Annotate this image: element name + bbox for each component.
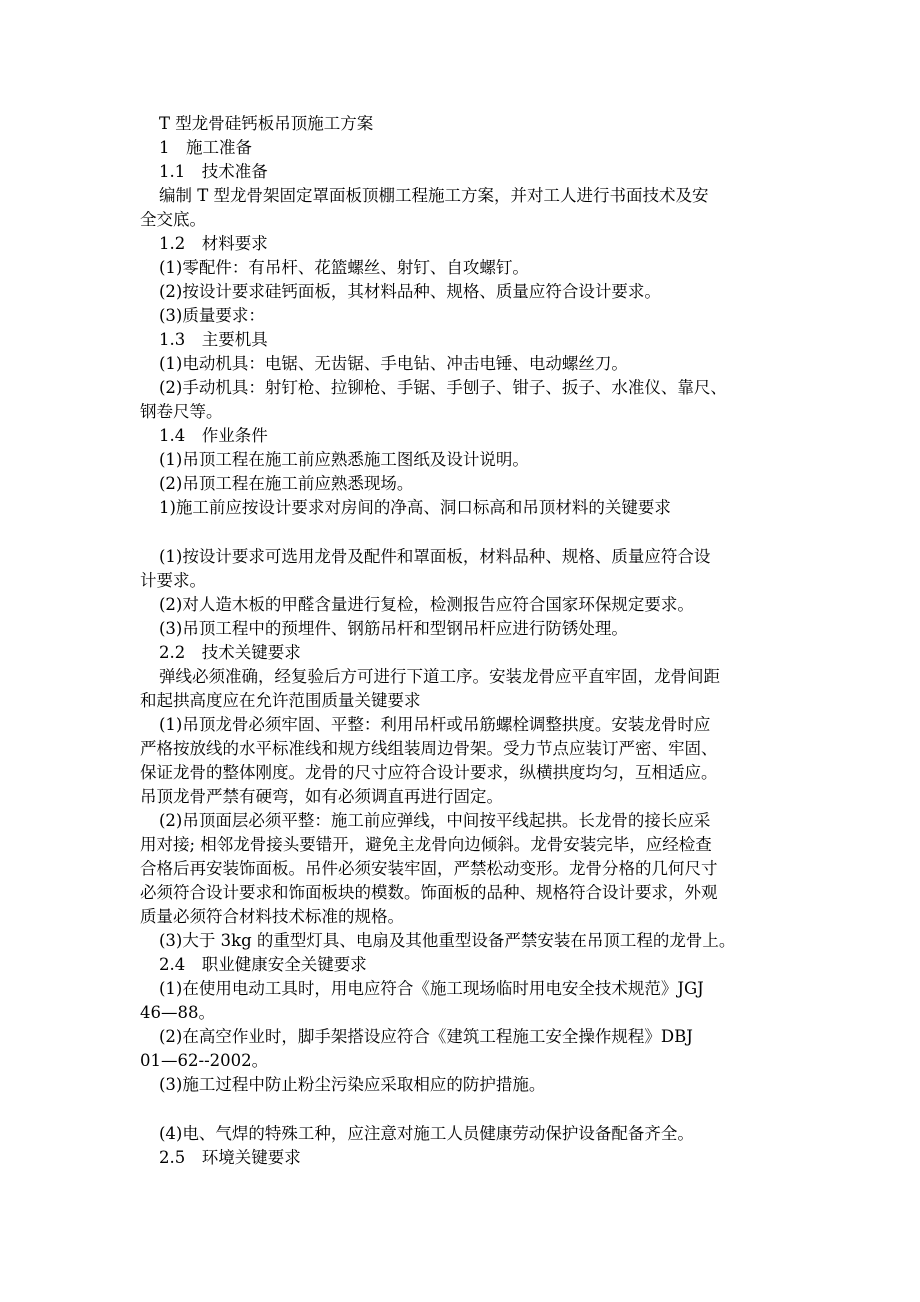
- list-item-continuation: 46—88。: [140, 1003, 215, 1022]
- list-item: (3)大于 3kg 的重型灯具、电扇及其他重型设备严禁安装在吊顶工程的龙骨上。: [159, 931, 736, 950]
- list-item-continuation: 严格按放线的水平标准线和规方线组装周边骨架。受力节点应装订严密、牢固、: [140, 739, 718, 758]
- list-item-continuation: 必须符合设计要求和饰面板块的模数。饰面板的品种、规格符合设计要求，外观: [140, 883, 718, 902]
- paragraph-line: 和起拱高度应在允许范围质量关键要求: [140, 691, 421, 710]
- list-item: (2)手动机具：射钉枪、拉铆枪、手锯、手刨子、钳子、扳子、水准仪、靠尺、: [159, 378, 727, 397]
- list-item: (3)施工过程中防止粉尘污染应采取相应的防护措施。: [159, 1075, 546, 1094]
- list-item: (2)吊顶面层必须平整：施工前应弹线，中间按平线起拱。长龙骨的接长应采: [159, 811, 711, 830]
- list-item-continuation: 合格后再安装饰面板。吊件必须安装牢固，严禁松动变形。龙骨分格的几何尺寸: [140, 859, 718, 878]
- list-item-continuation: 保证龙骨的整体刚度。龙骨的尺寸应符合设计要求，纵横拱度均匀，互相适应。: [140, 763, 718, 782]
- list-item: (1)吊顶工程在施工前应熟悉施工图纸及设计说明。: [159, 450, 529, 469]
- blank-line: [140, 520, 783, 545]
- list-item-continuation: 吊顶龙骨严禁有硬弯，如有必须调直再进行固定。: [140, 787, 503, 806]
- list-item: (2)按设计要求硅钙面板，其材料品种、规格、质量应符合设计要求。: [159, 282, 661, 301]
- list-item: (1)吊顶龙骨必须牢固、平整：利用吊杆或吊筋螺栓调整拱度。安装龙骨时应: [159, 715, 711, 734]
- list-item: (3)吊顶工程中的预埋件、钢筋吊杆和型钢吊杆应进行防锈处理。: [159, 619, 628, 638]
- list-item: (2)对人造木板的甲醛含量进行复检，检测报告应符合国家环保规定要求。: [159, 595, 694, 614]
- subsection-heading: 1.1 技术准备: [159, 162, 268, 181]
- list-item: (4)电、气焊的特殊工种，应注意对施工人员健康劳动保护设备配备齐全。: [159, 1124, 694, 1143]
- paragraph-line: 弹线必须准确，经复验后方可进行下道工序。安装龙骨应平直牢固，龙骨间距: [159, 667, 720, 686]
- paragraph-line: 全交底。: [140, 210, 206, 229]
- list-item-continuation: 质量必须符合材料技术标准的规格。: [140, 907, 404, 926]
- subsection-heading: 2.4 职业健康安全关键要求: [159, 955, 367, 974]
- list-item-continuation: 计要求。: [140, 571, 206, 590]
- section-heading: 1 施工准备: [159, 138, 252, 157]
- document-title: T 型龙骨硅钙板吊顶施工方案: [159, 114, 374, 133]
- list-item: (2)吊顶工程在施工前应熟悉现场。: [159, 474, 414, 493]
- list-item: (2)在高空作业时，脚手架搭设应符合《建筑工程施工安全操作规程》DBJ: [159, 1027, 693, 1046]
- list-item: (1)零配件：有吊杆、花篮螺丝、射钉、自攻螺钉。: [159, 258, 529, 277]
- subsection-heading: 2.5 环境关键要求: [159, 1148, 301, 1167]
- list-item: (1)电动机具：电锯、无齿锯、手电钻、冲击电锤、电动螺丝刀。: [159, 354, 628, 373]
- list-item: 1)施工前应按设计要求对房间的净高、洞口标高和吊顶材料的关键要求: [159, 498, 671, 517]
- subsection-heading: 1.4 作业条件: [159, 426, 268, 445]
- blank-line: [140, 1097, 783, 1122]
- document-page: [140, 112, 783, 1170]
- list-item: (3)质量要求：: [159, 306, 265, 325]
- subsection-heading: 1.2 材料要求: [159, 234, 268, 253]
- list-item-continuation: 用对接; 相邻龙骨接头要错开，避免主龙骨向边倾斜。龙骨安装完毕，应经检查: [140, 835, 712, 854]
- list-item-continuation: 01—62--2002。: [140, 1051, 269, 1070]
- subsection-heading: 1.3 主要机具: [159, 330, 268, 349]
- list-item: (1)在使用电动工具时，用电应符合《施工现场临时用电安全技术规范》JGJ: [159, 979, 704, 998]
- subsection-heading: 2.2 技术关键要求: [159, 643, 301, 662]
- list-item-continuation: 钢卷尺等。: [140, 402, 223, 421]
- paragraph-line: 编制 T 型龙骨架固定罩面板顶棚工程施工方案，并对工人进行书面技术及安: [159, 186, 709, 205]
- list-item: (1)按设计要求可选用龙骨及配件和罩面板，材料品种、规格、质量应符合设: [159, 547, 711, 566]
